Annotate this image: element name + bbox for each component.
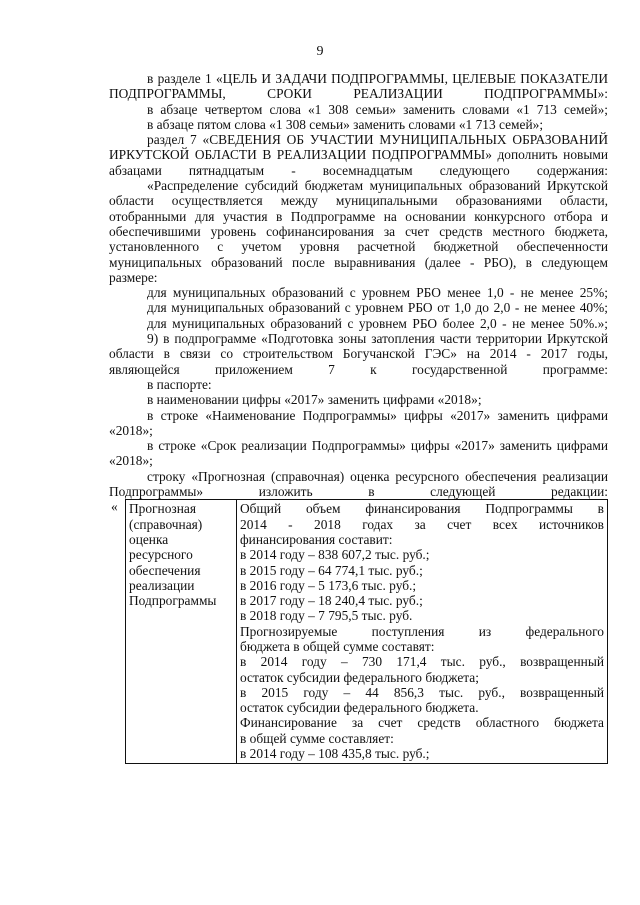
table-label-line: (справочная) bbox=[129, 516, 203, 532]
table-value-line: финансирования составит: bbox=[240, 531, 393, 547]
table-value-line: остаток субсидии федерального бюджета; bbox=[240, 669, 479, 685]
paragraph-row-forecast: строку «Прогнозная (справочная) оценка ресурсного обеспечения реализации Подпрограммы» изложить в следующей редакции: bbox=[109, 468, 608, 500]
table-label-line: обеспечения bbox=[129, 562, 201, 578]
paragraph-naming: в наименовании цифры «2017» заменить цифрами «2018»; bbox=[147, 392, 482, 408]
paragraph-rbo-3: для муниципальных образований с уровнем РБО более 2,0 - не менее 50%.»; bbox=[147, 315, 608, 331]
passport-table-block bbox=[109, 499, 608, 764]
table-label-line: реализации bbox=[129, 577, 195, 593]
paragraph-section-1: в разделе 1 «ЦЕЛЬ И ЗАДАЧИ ПОДПРОГРАММЫ, ЦЕЛЕВЫЕ ПОКАЗАТЕЛИ ПОДПРОГРАММЫ, СРОКИ РЕАЛИЗАЦИИ ПОДПРОГРАММЫ»: bbox=[109, 71, 608, 102]
table-label-line: Подпрограммы bbox=[129, 593, 217, 609]
table-value-line: в 2014 году – 730 171,4 тыс. руб., возвращенный bbox=[240, 654, 604, 670]
table-row bbox=[126, 500, 608, 764]
table-label-line: оценка bbox=[129, 531, 169, 547]
table-value-line: Общий объем финансирования Подпрограммы в bbox=[240, 501, 604, 517]
table-value-line: в 2014 году – 838 607,2 тыс. руб.; bbox=[240, 547, 430, 563]
table-value-line: Финансирование за счет средств областного бюджета bbox=[240, 715, 604, 731]
table-value-cell bbox=[237, 500, 608, 764]
page-number: 9 bbox=[316, 44, 324, 59]
paragraph-abzac-4: в абзаце четвертом слова «1 308 семьи» заменить словами «1 713 семей»; bbox=[147, 101, 608, 117]
paragraph-item-9: 9) в подпрограмме «Подготовка зоны затопления части территории Иркутской области в связи со строительством Богучанской ГЭС» на 2014 - 2017 годы, являющейся приложением 7 к государственной программе: bbox=[109, 331, 608, 377]
paragraph-abzac-5: в абзаце пятом слова «1 308 семьи» заменить словами «1 713 семей»; bbox=[147, 116, 544, 132]
paragraph-passport: в паспорте: bbox=[147, 376, 212, 392]
paragraph-rbo-2: для муниципальных образований с уровнем РБО от 1,0 до 2,0 - не менее 40%; bbox=[147, 300, 608, 316]
passport-table bbox=[125, 499, 608, 764]
table-value-line: в 2018 году – 7 795,5 тыс. руб. bbox=[240, 608, 413, 624]
table-value-line: в 2016 году – 5 173,6 тыс. руб.; bbox=[240, 577, 417, 593]
table-label-cell bbox=[126, 500, 237, 764]
table-label-line: ресурсного bbox=[129, 547, 193, 563]
table-value-line: Прогнозируемые поступления из федерального bbox=[240, 623, 604, 639]
table-value-line: остаток субсидии федерального бюджета. bbox=[240, 700, 479, 716]
table-label-line: Прогнозная bbox=[129, 501, 196, 517]
table-value-line: в 2017 году – 18 240,4 тыс. руб.; bbox=[240, 593, 423, 609]
paragraph-row-term: в строке «Срок реализации Подпрограммы» цифры «2017» заменить цифрами «2018»; bbox=[109, 438, 608, 469]
paragraph-rbo-1: для муниципальных образований с уровнем РБО менее 1,0 - не менее 25%; bbox=[147, 285, 608, 301]
table-value-line: бюджета в общей сумме составят: bbox=[240, 638, 435, 654]
document-body bbox=[109, 71, 608, 764]
paragraph-subsidies: «Распределение субсидий бюджетам муниципальных образований Иркутской области осуществляется между муниципальными образованиями области, отобранными для участия в Подпрограмме на основании конкурсного отбора и обеспечившими уровень софинансирования за счет средств местного бюджета, установленного с учетом уровня расчетной бюджетной обеспеченности муниципальных образований после выравнивания (далее - РБО), в следующем размере: bbox=[109, 178, 608, 285]
table-value-line: в общей сумме составляет: bbox=[240, 730, 394, 746]
table-value-line: в 2015 году – 64 774,1 тыс. руб.; bbox=[240, 562, 423, 578]
table-value-line: в 2014 году – 108 435,8 тыс. руб.; bbox=[240, 746, 430, 762]
paragraph-row-name: в строке «Наименование Подпрограммы» цифры «2017» заменить цифрами «2018»; bbox=[109, 407, 608, 438]
paragraph-section-7: раздел 7 «СВЕДЕНИЯ ОБ УЧАСТИИ МУНИЦИПАЛЬНЫХ ОБРАЗОВАНИЙ ИРКУТСКОЙ ОБЛАСТИ В РЕАЛИЗАЦИИ ПОДПРОГРАММЫ» дополнить новыми абзацами пятнадцатым - восемнадцатым следующего содержания: bbox=[109, 132, 608, 178]
table-open-quote: « bbox=[111, 499, 118, 515]
table-value-line: в 2015 году – 44 856,3 тыс. руб., возвращенный bbox=[240, 684, 604, 700]
table-value-line: 2014 - 2018 годах за счет всех источников bbox=[240, 516, 604, 532]
